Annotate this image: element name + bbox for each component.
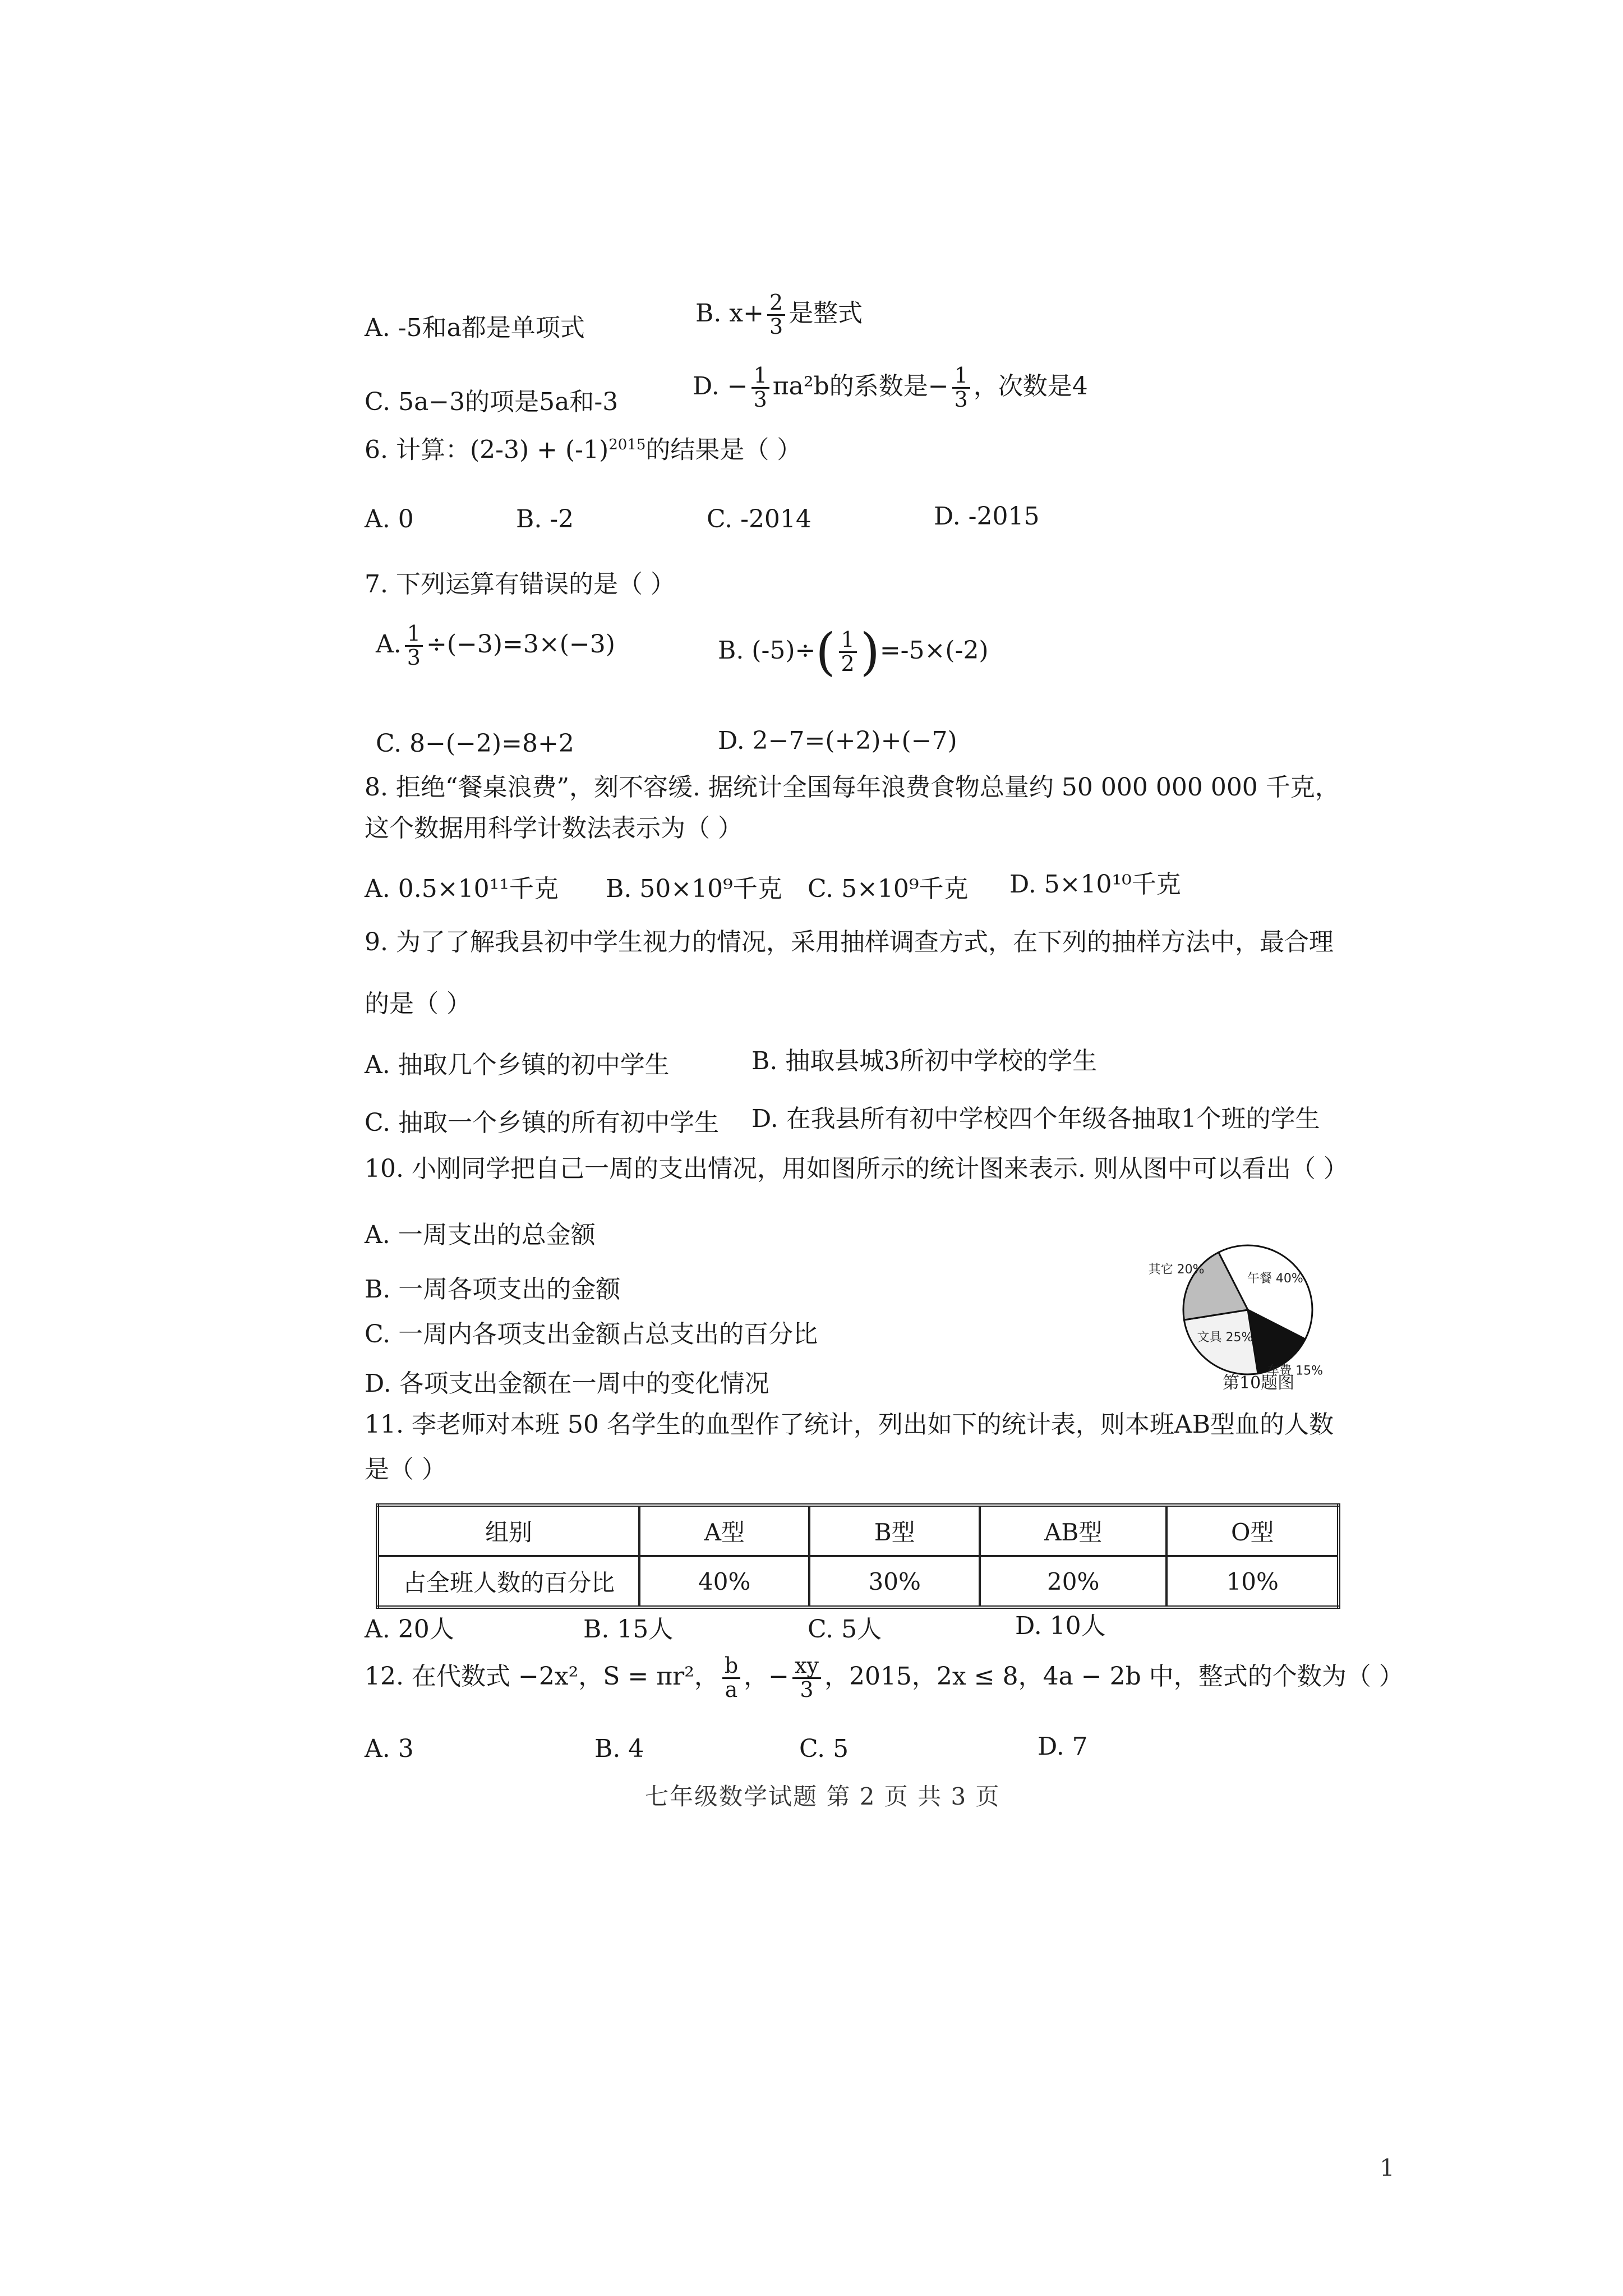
q5-d-num-2: 1 xyxy=(952,365,970,389)
q7-option-c: C. 8−(−2)=8+2 xyxy=(376,729,574,758)
q5-d-middle: πa²b的系数是− xyxy=(772,371,949,401)
q9-option-b: B. 抽取县城3所初中学校的学生 xyxy=(751,1047,1098,1075)
q5-b-suffix: 是整式 xyxy=(789,298,863,328)
table-cell: 10% xyxy=(1166,1556,1339,1607)
q8-stem-line2: 这个数据用科学计数法表示为（ ） xyxy=(365,814,743,843)
q12-f1-numerator: b xyxy=(722,1655,740,1679)
q10-stem: 10. 小刚同学把自己一周的支出情况，用如图所示的统计图来表示. 则从图中可以看出（ ） xyxy=(365,1154,1348,1183)
q7-a-prefix: A. xyxy=(376,629,402,659)
q5-option-b xyxy=(695,292,863,338)
q12-f2-denominator: 3 xyxy=(800,1677,814,1702)
pie-label-3: 其它 20% xyxy=(1148,1263,1205,1277)
q11-option-c: C. 5人 xyxy=(808,1615,882,1644)
q5-d-den-1: 3 xyxy=(753,386,767,412)
q12-option-c: C. 5 xyxy=(799,1734,849,1763)
q7-b-fraction xyxy=(839,629,857,675)
q5-option-d xyxy=(693,365,1088,411)
q12-f2-numerator: xy xyxy=(792,1655,821,1679)
q5-b-denominator: 3 xyxy=(769,314,783,339)
table-row xyxy=(377,1556,1339,1607)
q12-fraction-2 xyxy=(792,1655,821,1701)
q10-option-a: A. 一周支出的总金额 xyxy=(365,1221,596,1249)
q8-option-b: B. 50×10⁹千克 xyxy=(606,875,782,903)
q7-a-denominator: 3 xyxy=(407,645,421,670)
q6-option-b: B. -2 xyxy=(516,505,574,533)
q10-option-b: B. 一周各项支出的金额 xyxy=(365,1275,621,1304)
q11-option-a: A. 20人 xyxy=(365,1615,454,1644)
q5-d-fraction-2 xyxy=(952,365,970,411)
q5-option-a: A. -5和a都是单项式 xyxy=(365,314,585,342)
table-header-cell: 组别 xyxy=(377,1505,639,1556)
q7-option-b xyxy=(718,623,989,682)
q6-stem xyxy=(365,435,802,464)
q10-option-d: D. 各项支出金额在一周中的变化情况 xyxy=(365,1369,769,1398)
q6-exponent: 2015 xyxy=(608,436,646,453)
q9-option-d: D. 在我县所有初中学校四个年级各抽取1个班的学生 xyxy=(751,1105,1320,1133)
q12-f1-denominator: a xyxy=(725,1677,738,1702)
q11-option-d: D. 10人 xyxy=(1015,1612,1106,1640)
q7-b-numerator: 1 xyxy=(839,629,857,653)
q9-option-c: C. 抽取一个乡镇的所有初中学生 xyxy=(365,1108,720,1137)
table-cell: 20% xyxy=(980,1556,1167,1607)
q12-option-d: D. 7 xyxy=(1038,1732,1088,1761)
q12-stem-prefix: 12. 在代数式 −2x²，S = πr²， xyxy=(365,1662,719,1691)
q6-option-a: A. 0 xyxy=(365,505,414,533)
table-cell: 占全班人数的百分比 xyxy=(377,1556,639,1607)
q8-option-c: C. 5×10⁹千克 xyxy=(808,875,969,903)
q6-stem-suffix: 的结果是（ ） xyxy=(645,435,802,464)
q6-stem-prefix: 6. 计算：(2-3) + (-1) xyxy=(365,435,609,464)
q7-option-d: D. 2−7=(+2)+(−7) xyxy=(718,726,957,755)
blood-type-table xyxy=(376,1503,1340,1609)
q7-a-suffix: ÷(−3)=3×(−3) xyxy=(426,629,615,659)
q12-stem xyxy=(365,1655,1404,1701)
q10-figure-caption: 第10题图 xyxy=(1223,1373,1295,1393)
q10-option-c: C. 一周内各项支出金额占总支出的百分比 xyxy=(365,1320,818,1349)
table-header-cell: A型 xyxy=(639,1505,809,1556)
pie-label-1: 车费 15% xyxy=(1267,1364,1324,1378)
q8-stem-line1: 8. 拒绝“餐桌浪费”，刻不容缓. 据统计全国每年浪费食物总量约 50 000 000 000 千克， xyxy=(365,773,1340,802)
q5-option-c: C. 5a−3的项是5a和-3 xyxy=(365,388,619,416)
q6-option-c: C. -2014 xyxy=(707,505,811,533)
q7-a-numerator: 1 xyxy=(405,623,423,647)
q12-option-b: B. 4 xyxy=(594,1734,644,1763)
q9-option-a: A. 抽取几个乡镇的初中学生 xyxy=(365,1051,670,1079)
q5-d-prefix: D. − xyxy=(693,371,748,401)
q9-stem-line1: 9. 为了了解我县初中学生视力的情况，采用抽样调查方式，在下列的抽样方法中，最合理 xyxy=(365,928,1334,956)
q6-option-d: D. -2015 xyxy=(934,502,1040,531)
q5-b-prefix: B. x+ xyxy=(695,298,764,328)
q7-b-suffix: =-5×(-2) xyxy=(879,636,989,665)
table-header-cell: O型 xyxy=(1166,1505,1339,1556)
q9-stem-line2: 的是（ ） xyxy=(365,990,471,1018)
page-footer: 七年级数学试题 第 2 页 共 3 页 xyxy=(645,1783,1000,1810)
table-header-cell: B型 xyxy=(809,1505,979,1556)
q5-b-fraction xyxy=(767,292,785,338)
q7-b-prefix: B. (-5)÷ xyxy=(718,636,816,665)
q5-b-numerator: 2 xyxy=(767,292,785,316)
q5-d-num-1: 1 xyxy=(751,365,769,389)
q11-stem-line2: 是（ ） xyxy=(365,1455,446,1484)
q8-option-a: A. 0.5×10¹¹千克 xyxy=(365,875,559,903)
q7-a-fraction xyxy=(405,623,423,669)
pie-label-2: 文具 25% xyxy=(1197,1330,1253,1345)
table-header-cell: AB型 xyxy=(980,1505,1167,1556)
q7-b-denominator: 2 xyxy=(841,651,855,676)
table-cell: 40% xyxy=(639,1556,809,1607)
q12-stem-suffix: ，2015，2x ≤ 8，4a − 2b 中，整式的个数为（ ） xyxy=(824,1662,1404,1691)
table-header-row xyxy=(377,1505,1339,1556)
q8-option-d: D. 5×10¹⁰千克 xyxy=(1009,870,1181,899)
q5-d-suffix: ，次数是4 xyxy=(973,371,1088,401)
q12-fraction-1 xyxy=(722,1655,740,1701)
q7-option-a xyxy=(376,623,615,669)
q11-option-b: B. 15人 xyxy=(583,1615,674,1644)
pie-label-0: 午餐 40% xyxy=(1247,1272,1303,1286)
q5-d-den-2: 3 xyxy=(954,386,968,412)
table-cell: 30% xyxy=(809,1556,979,1607)
q7-b-right-paren: ) xyxy=(860,623,880,682)
q7-stem: 7. 下列运算有错误的是（ ） xyxy=(365,570,675,599)
q11-stem-line1: 11. 李老师对本班 50 名学生的血型作了统计，列出如下的统计表，则本班AB型血的人数 xyxy=(365,1410,1334,1439)
q7-b-left-paren: ( xyxy=(815,623,836,682)
q12-option-a: A. 3 xyxy=(365,1734,414,1763)
page-number: 1 xyxy=(1380,2154,1395,2182)
q12-stem-middle: ，− xyxy=(744,1662,790,1691)
q5-d-fraction-1 xyxy=(751,365,769,411)
